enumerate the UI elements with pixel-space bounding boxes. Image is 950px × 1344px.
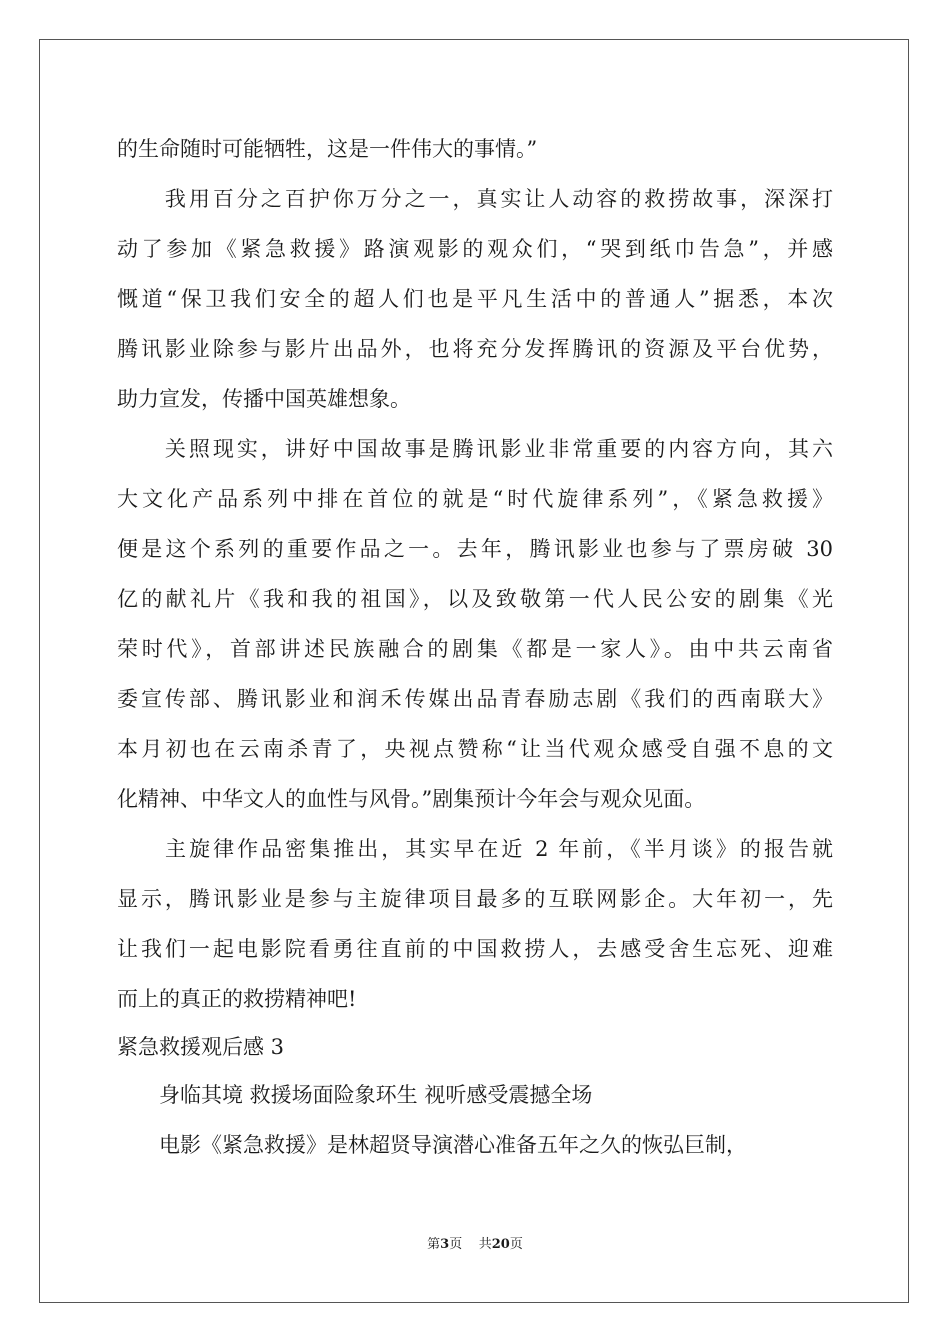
page-border <box>39 39 909 1303</box>
text-line: 的生命随时可能牺牲，这是一件伟大的事情。” <box>117 137 538 161</box>
text-line: 动了参加《紧急救援》路演观影的观众们，“哭到纸巾告急”，并感 <box>117 237 833 261</box>
text-line: 大文化产品系列中排在首位的就是“时代旋律系列”，《紧急救援》 <box>117 487 833 511</box>
text-line: 而上的真正的救捞精神吧! <box>117 987 357 1011</box>
text-line: 关照现实，讲好中国故事是腾讯影业非常重要的内容方向，其六 <box>117 437 833 461</box>
section-heading: 紧急救援观后感 3 <box>117 1035 285 1059</box>
text-line: 委宣传部、腾讯影业和润禾传媒出品青春励志剧《我们的西南联大》 <box>117 687 833 711</box>
text-line: 主旋律作品密集推出，其实早在近 2 年前，《半月谈》的报告就 <box>117 837 833 861</box>
page-number: 3 <box>440 1237 450 1252</box>
text-line: 助力宣发，传播中国英雄想象。 <box>117 387 411 411</box>
subheading: 身临其境 救援场面险象环生 视听感受震撼全场 <box>117 1083 593 1107</box>
text-line: 电影《紧急救援》是林超贤导演潜心准备五年之久的恢弘巨制， <box>117 1133 747 1157</box>
page-prefix: 第 <box>427 1237 441 1252</box>
text-line: 荣时代》，首部讲述民族融合的剧集《都是一家人》。由中共云南省 <box>117 637 833 661</box>
total-prefix: 共 <box>478 1237 492 1252</box>
text-line: 化精神、中华文人的血性与风骨。”剧集预计今年会与观众见面。 <box>117 787 706 811</box>
total-suffix: 页 <box>509 1237 523 1252</box>
text-line: 我用百分之百护你万分之一，真实让人动容的救捞故事，深深打 <box>117 187 833 211</box>
page-footer <box>0 1233 950 1252</box>
page-suffix: 页 <box>449 1237 463 1252</box>
text-line: 便是这个系列的重要作品之一。去年，腾讯影业也参与了票房破 30 <box>117 537 833 561</box>
total-pages: 20 <box>491 1237 510 1252</box>
text-line: 本月初也在云南杀青了，央视点赞称“让当代观众感受自强不息的文 <box>117 737 833 761</box>
text-line: 慨道“保卫我们安全的超人们也是平凡生活中的普通人”据悉，本次 <box>117 287 833 311</box>
text-line: 亿的献礼片《我和我的祖国》，以及致敬第一代人民公安的剧集《光 <box>117 587 833 611</box>
text-line: 腾讯影业除参与影片出品外，也将充分发挥腾讯的资源及平台优势， <box>117 337 833 361</box>
text-line: 让我们一起电影院看勇往直前的中国救捞人，去感受舍生忘死、迎难 <box>117 937 833 961</box>
text-line: 显示，腾讯影业是参与主旋律项目最多的互联网影企。大年初一，先 <box>117 887 833 911</box>
